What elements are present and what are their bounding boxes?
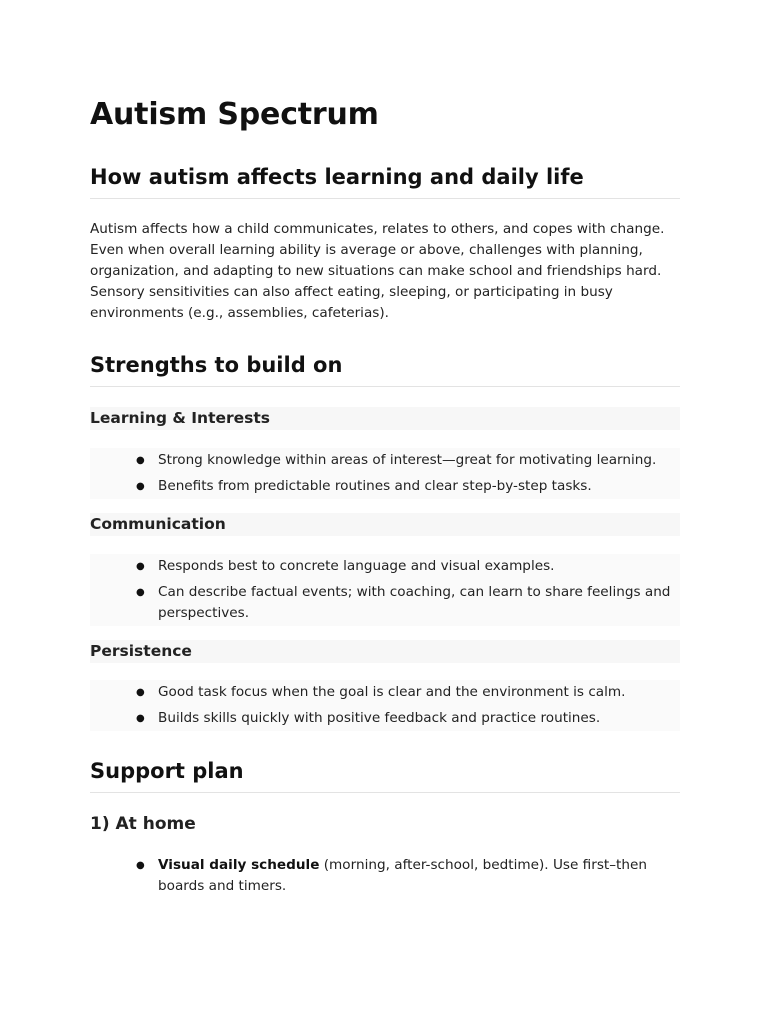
strengths-list-persistence [90,680,680,731]
subheading-communication: Communication [90,513,680,536]
bullet-icon: ● [136,713,145,724]
support-list-home [90,853,680,899]
bullet-icon: ● [136,687,145,698]
list-item [90,708,680,729]
subheading-persistence: Persistence [90,640,680,663]
list-item [90,450,680,471]
section-heading-strengths: Strengths to build on [90,351,680,387]
list-item-text: Responds best to concrete language and visual examples. [158,558,555,574]
section-heading-how-autism-affects: How autism affects learning and daily life [90,163,680,199]
section-paragraph: Autism affects how a child communicates, relates to others, and copes with change. Even when overall learning ability is average or above, challenges with planning, organization, and adapting to new situations can make school and friendships hard. Sensory sensitivities can also affect eating, sleeping, or participating in busy environments (e.g., assemblies, cafeterias). [90,221,665,321]
list-item [90,582,680,624]
subheading-at-home: 1) At home [90,814,196,834]
list-item-text: Benefits from predictable routines and clear step-by-step tasks. [158,478,592,494]
strengths-list-learning [90,448,680,499]
bullet-icon: ● [136,860,145,871]
list-item-text: Good task focus when the goal is clear and the environment is calm. [158,684,626,700]
section-heading-support-plan: Support plan [90,757,680,793]
list-item-text: Builds skills quickly with positive feedback and practice routines. [158,710,601,726]
bullet-icon: ● [136,561,145,572]
list-item [90,855,680,897]
page-title: Autism Spectrum [90,97,379,132]
list-item [90,476,680,497]
list-item-text: (morning, after-school, bedtime). Use first–then boards and timers. [158,857,647,894]
list-item-text: Strong knowledge within areas of interest—great for motivating learning. [158,452,657,468]
list-item-bold-label: Visual daily schedule [158,857,320,873]
bullet-icon: ● [136,481,145,492]
bullet-icon: ● [136,455,145,466]
list-item [90,682,680,703]
bullet-icon: ● [136,587,145,598]
list-item [90,556,680,577]
strengths-list-communication [90,554,680,626]
subheading-learning-interests: Learning & Interests [90,407,680,430]
list-item-text: Can describe factual events; with coaching, can learn to share feelings and perspectives. [158,584,671,621]
